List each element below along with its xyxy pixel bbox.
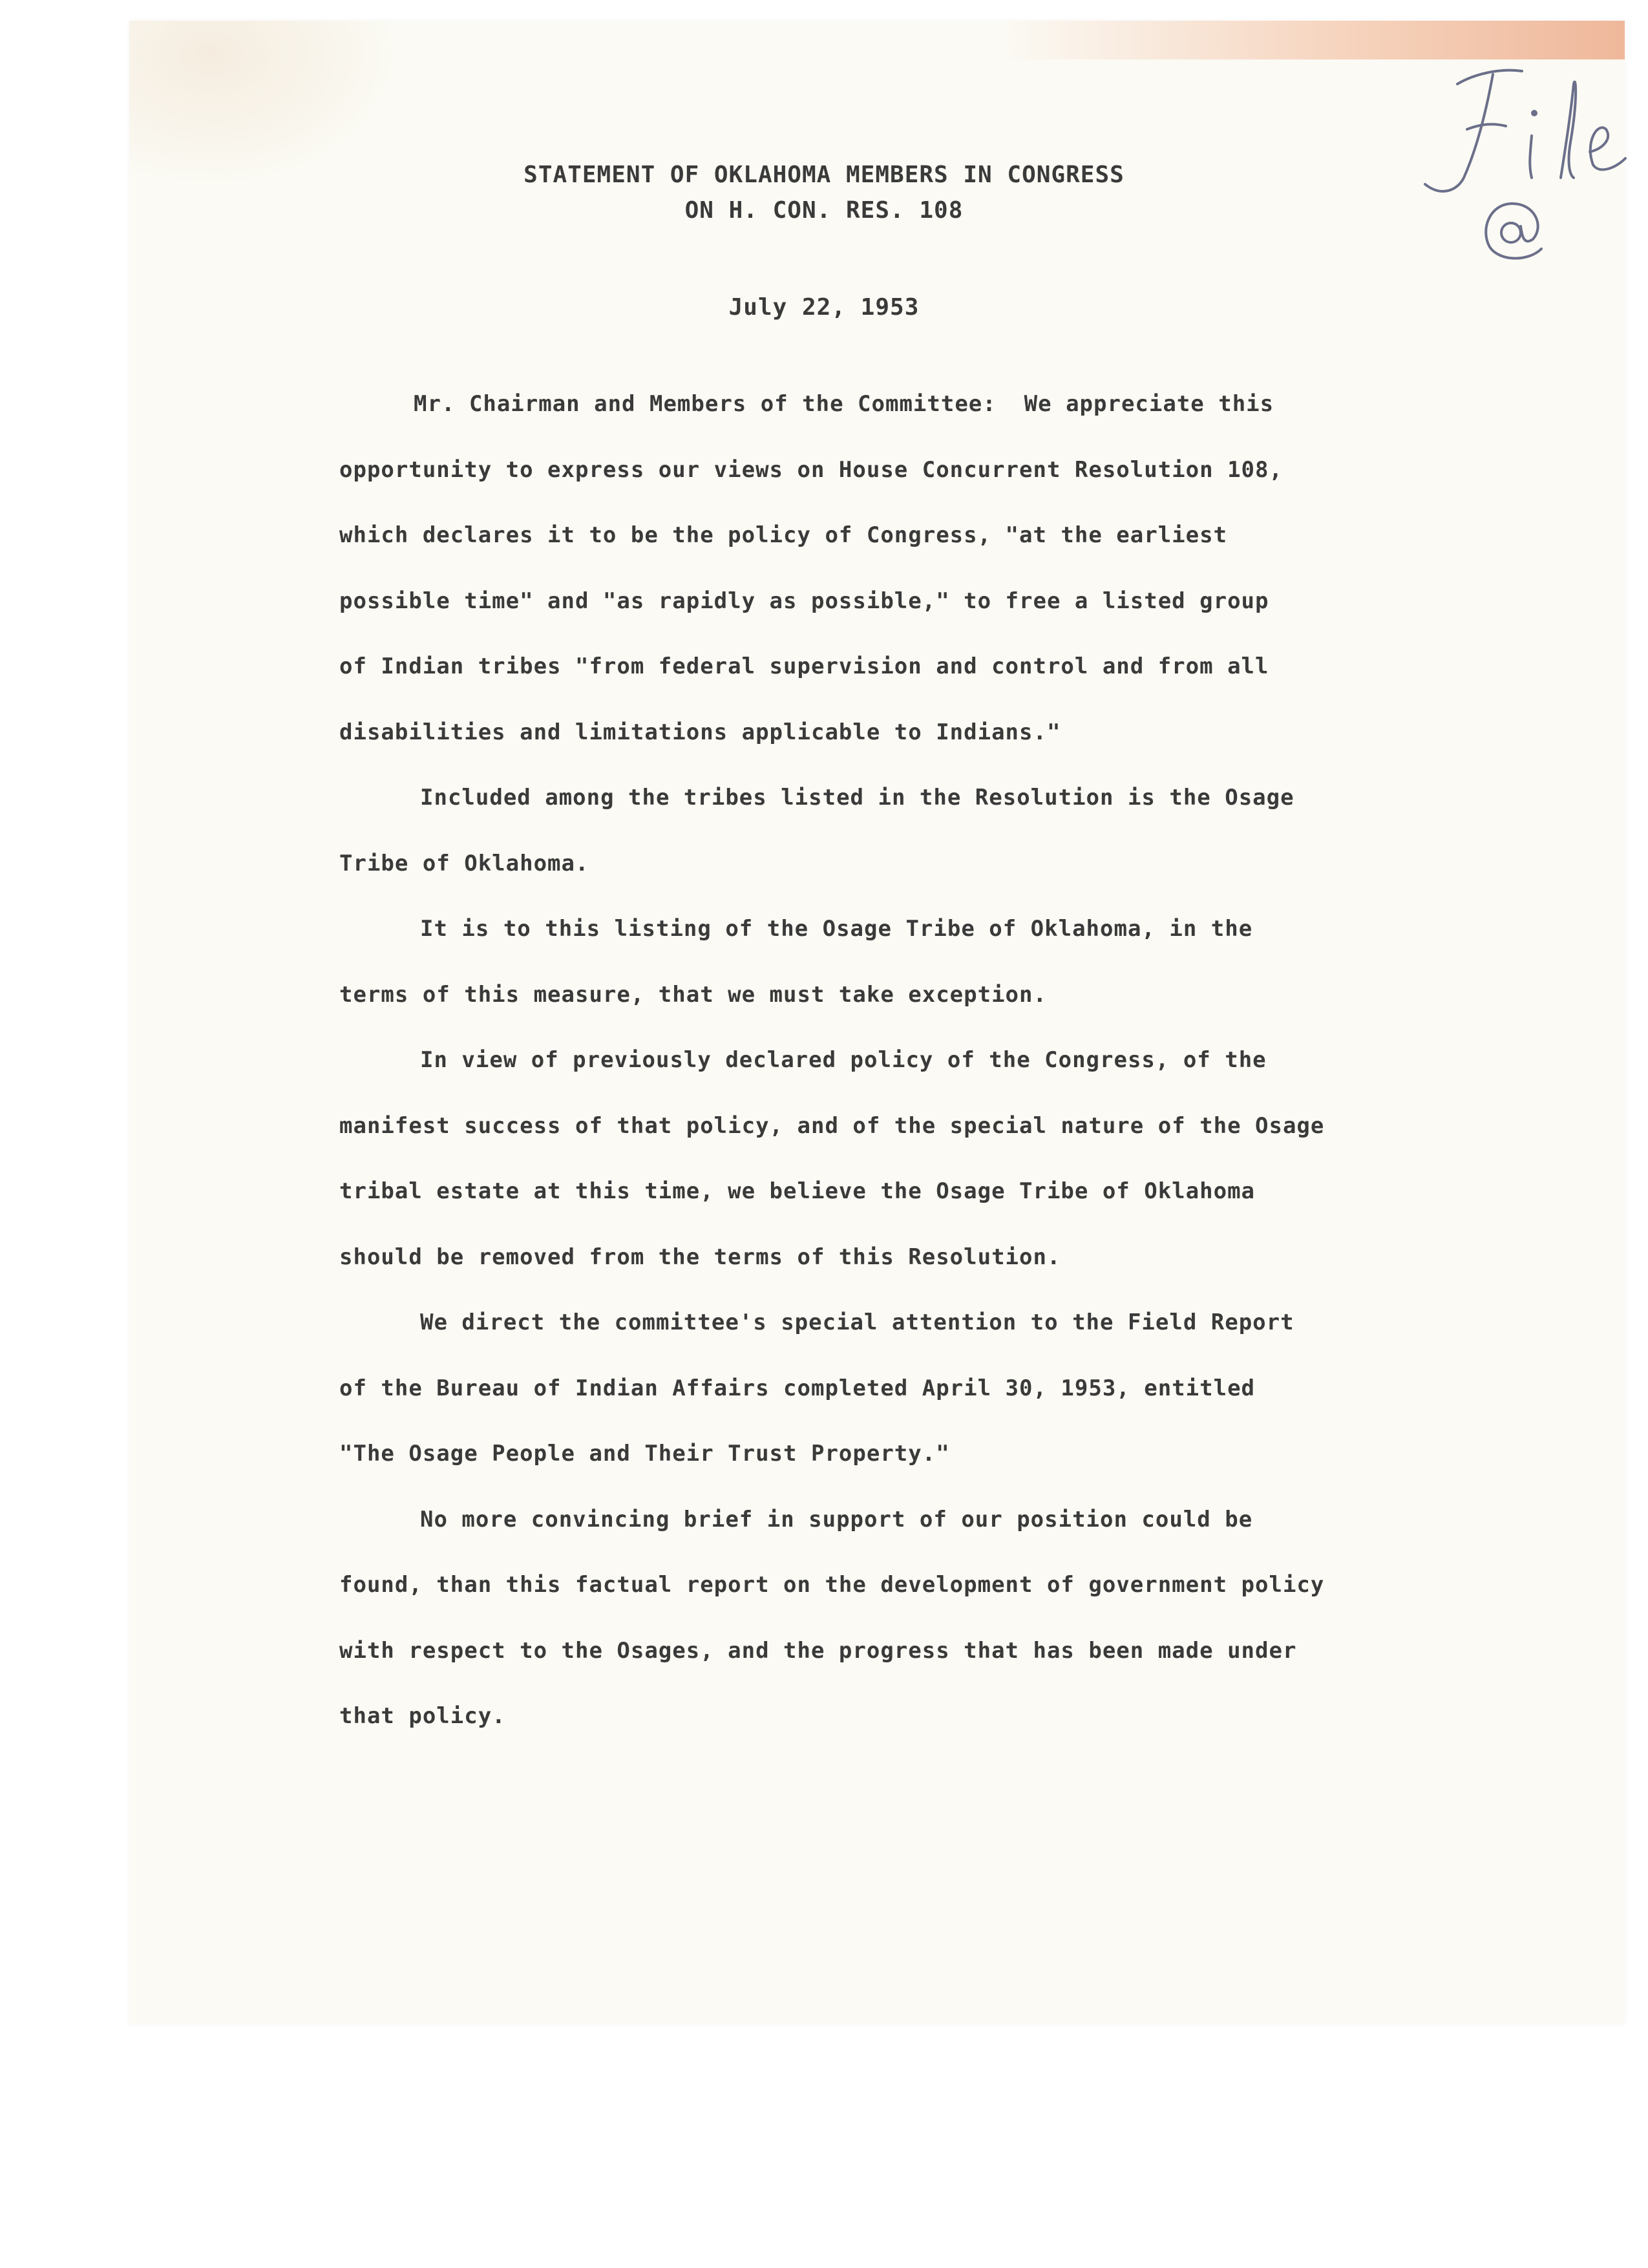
body-line: disabilities and limitations applicable to Indians." (339, 719, 1061, 745)
body-line: It is to this listing of the Osage Tribe of Oklahoma, in the (420, 916, 1253, 942)
body-line: should be removed from the terms of this Resolution. (339, 1244, 1061, 1270)
body-line: found, than this factual report on the development of government policy (339, 1572, 1325, 1598)
document-date: July 22, 1953 (728, 294, 920, 321)
body-line: terms of this measure, that we must take exception. (339, 982, 1047, 1008)
body-line: "The Osage People and Their Trust Property." (339, 1441, 950, 1467)
body-line: possible time" and "as rapidly as possible," to free a listed group (339, 588, 1269, 614)
body-line: tribal estate at this time, we believe the Osage Tribe of Oklahoma (339, 1178, 1256, 1204)
body-line: that policy. (339, 1703, 506, 1729)
body-line: with respect to the Osages, and the progress that has been made under (339, 1638, 1297, 1664)
handwritten-file-annotation (1396, 39, 1635, 284)
body-line: Tribe of Oklahoma. (339, 851, 589, 876)
body-line: Included among the tribes listed in the Resolution is the Osage (420, 785, 1294, 811)
body-line: manifest success of that policy, and of the special nature of the Osage (339, 1113, 1325, 1139)
document-heading-line-1: STATEMENT OF OKLAHOMA MEMBERS IN CONGRESS (523, 162, 1125, 188)
body-line: We direct the committee's special attention to the Field Report (420, 1309, 1294, 1335)
body-line: In view of previously declared policy of the Congress, of the (420, 1047, 1267, 1073)
document-heading-line-2: ON H. CON. RES. 108 (684, 197, 964, 224)
body-line: Mr. Chairman and Members of the Committee: We appreciate this (414, 391, 1274, 417)
body-line: of Indian tribes "from federal supervision and control and from all (339, 653, 1269, 679)
body-line: No more convincing brief in support of our position could be (420, 1507, 1253, 1532)
body-line: opportunity to express our views on House Concurrent Resolution 108, (339, 457, 1283, 483)
body-line: which declares it to be the policy of Congress, "at the earliest (339, 522, 1228, 548)
body-line: of the Bureau of Indian Affairs completed April 30, 1953, entitled (339, 1375, 1256, 1401)
